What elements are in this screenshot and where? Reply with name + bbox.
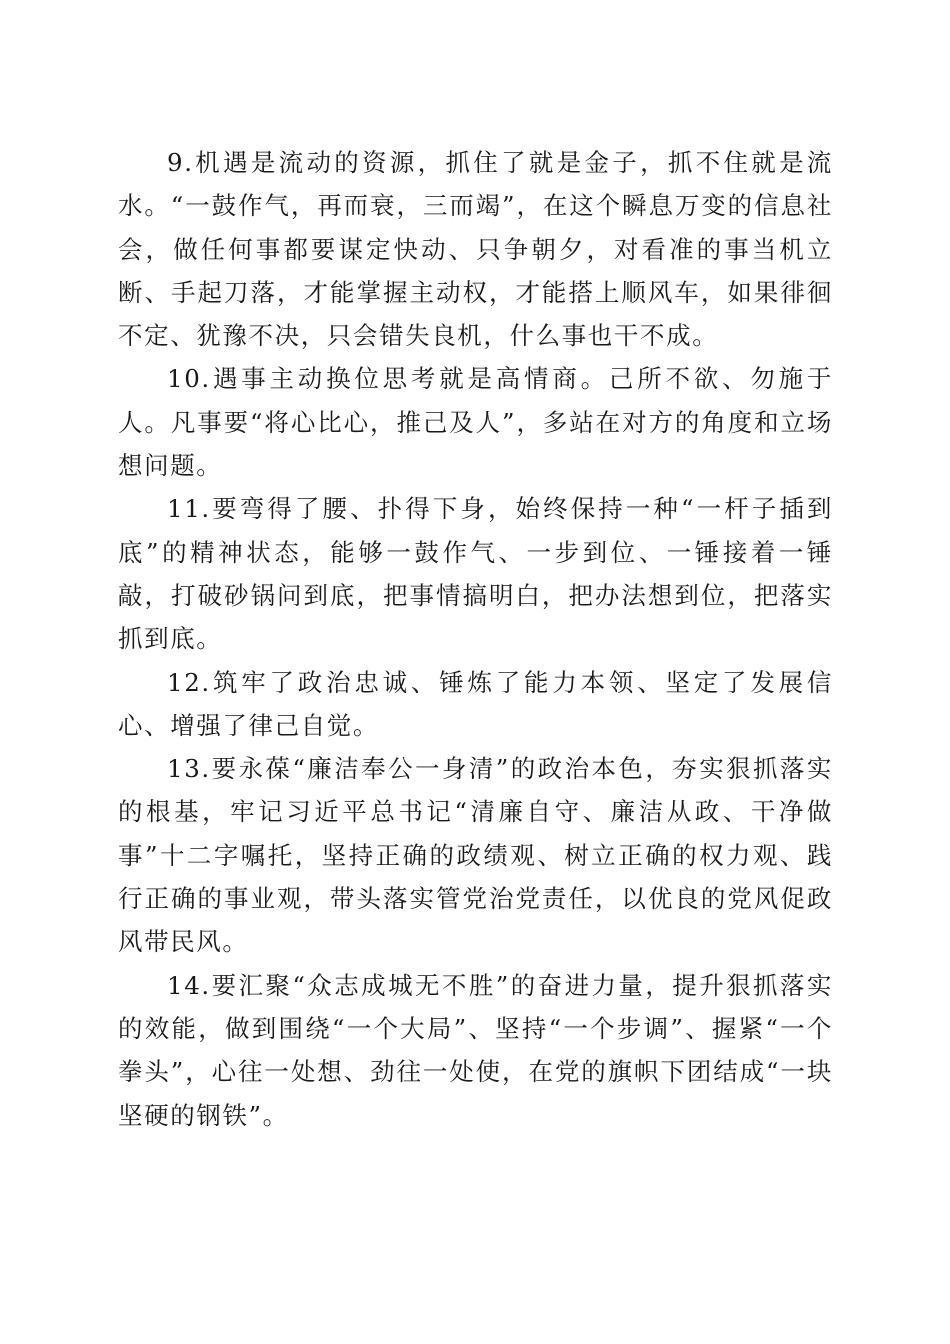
paragraph-10: 10.遇事主动换位思考就是高情商。己所不欲、勿施于人。凡事要“将心比心，推己及人”，多站在对方的角度和立场想问题。 <box>118 364 833 481</box>
paragraph-11: 11.要弯得了腰、扑得下身，始终保持一种“一杆子插到底”的精神状态，能够一鼓作气、一步到位、一锤接着一锤敲，打破砂锅问到底，把事情搞明白，把办法想到位，把落实抓到底。 <box>118 494 833 654</box>
paragraph-12: 12.筑牢了政治忠诚、锤炼了能力本领、坚定了发展信心、增强了律己自觉。 <box>118 667 833 740</box>
paragraph-13: 13.要永葆“廉洁奉公一身清”的政治本色，夯实狠抓落实的根基，牢记习近平总书记“清廉自守、廉洁从政、干净做事”十二字嘱托，坚持正确的政绩观、树立正确的权力观、践行正确的事业观，带头落实管党治党责任，以优良的党风促政风带民风。 <box>118 754 833 957</box>
document-body <box>118 141 833 1137</box>
paragraph-14: 14.要汇聚“众志成城无不胜”的奋进力量，提升狠抓落实的效能，做到围绕“一个大局”、坚持“一个步调”、握紧“一个拳头”，心往一处想、劲往一处使，在党的旗帜下团结成“一块坚硬的钢铁”。 <box>118 970 833 1130</box>
paragraph-9: 9.机遇是流动的资源，抓住了就是金子，抓不住就是流水。“一鼓作气，再而衰，三而竭”，在这个瞬息万变的信息社会，做任何事都要谋定快动、只争朝夕，对看准的事当机立断、手起刀落，才能掌握主动权，才能搭上顺风车，如果徘徊不定、犹豫不决，只会错失良机，什么事也干不成。 <box>118 148 833 351</box>
